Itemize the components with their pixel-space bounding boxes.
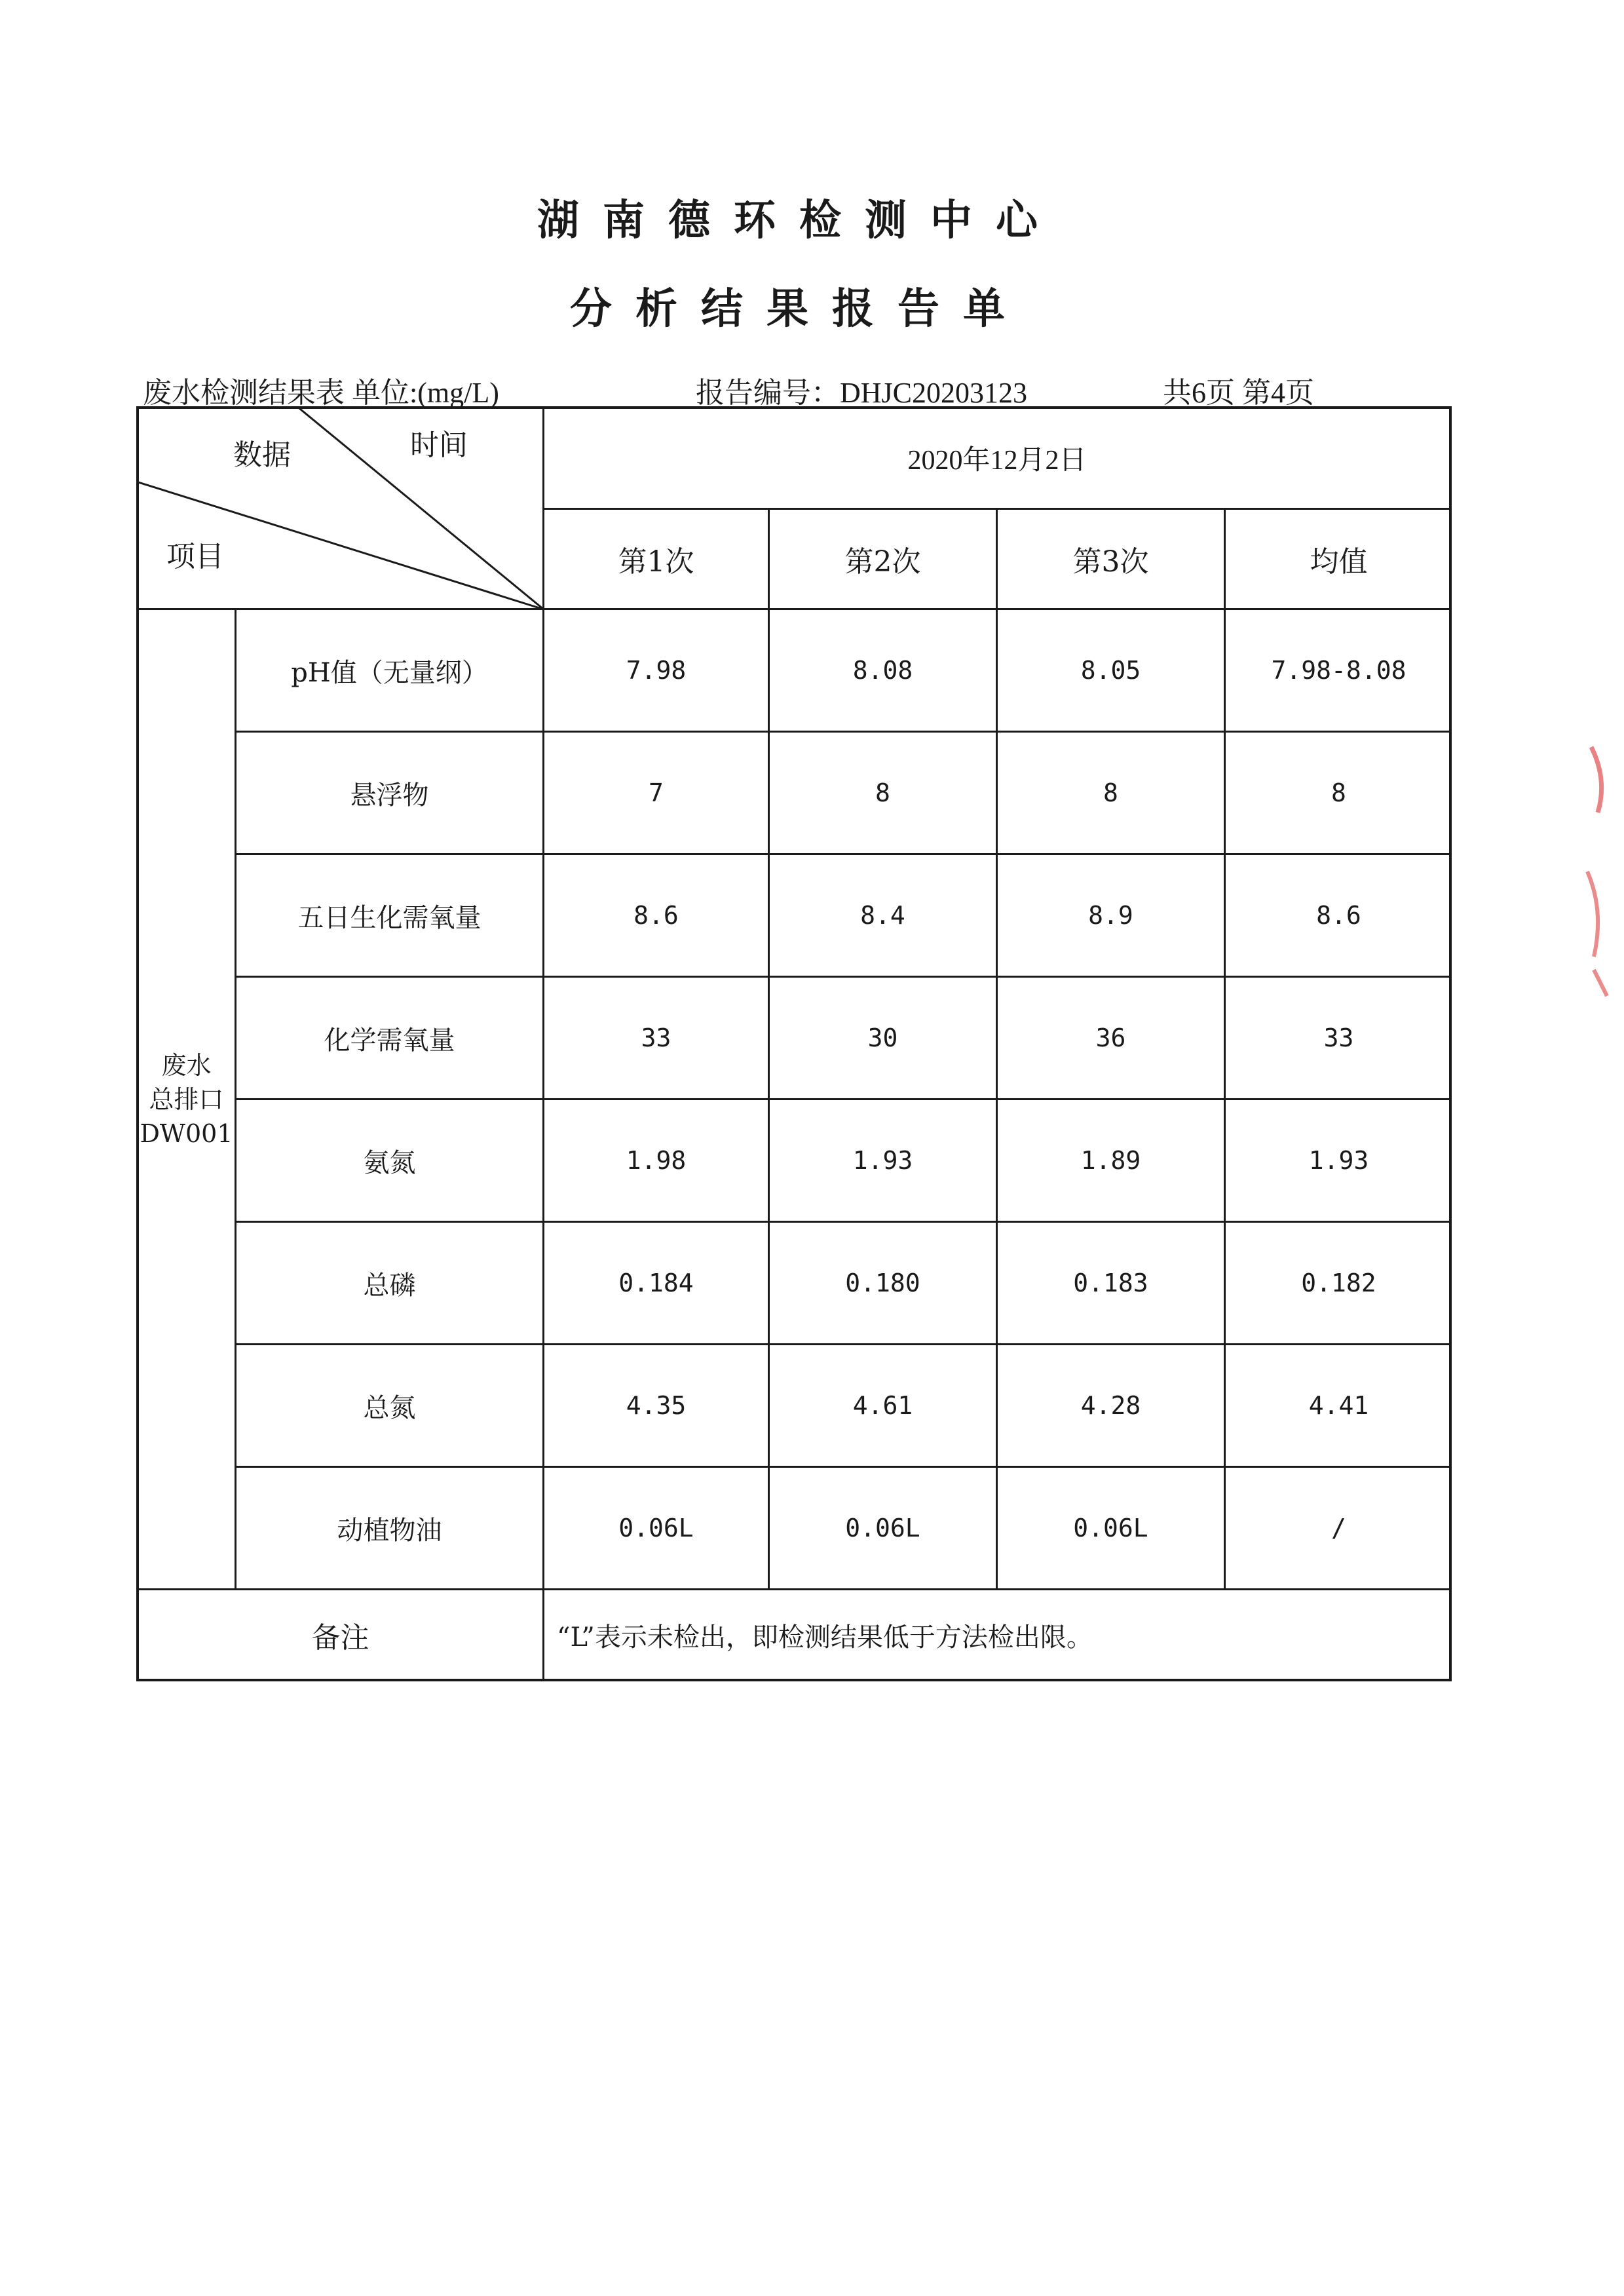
- row-item-name: 总氮: [363, 1392, 416, 1423]
- table-cell: 1.93: [852, 1146, 913, 1175]
- table-cell: 8.4: [860, 901, 905, 930]
- table-cell: 7: [649, 778, 664, 807]
- table-cell: 8.6: [1316, 901, 1361, 930]
- row-item-name: 化学需氧量: [324, 1025, 455, 1056]
- column-header-run3: 第3次: [1072, 545, 1149, 579]
- date-header: 2020年12月2日: [907, 446, 1087, 476]
- row-item-name: 氨氮: [363, 1147, 416, 1178]
- table-cell: 33: [1323, 1024, 1354, 1052]
- table-cell: 0.184: [618, 1269, 694, 1297]
- column-header-run2: 第2次: [844, 545, 921, 579]
- organization-title: 湖南德环检测中心: [537, 196, 1061, 245]
- table-cell: 1.93: [1308, 1146, 1369, 1175]
- table-cell: 8: [1103, 778, 1118, 807]
- row-item-name: pH值（无量纲）: [291, 657, 488, 688]
- table-cell: 1.89: [1080, 1146, 1141, 1175]
- table-cell: 8: [1331, 778, 1346, 807]
- row-item-name: 动植物油: [337, 1515, 442, 1546]
- table-cell: 8.6: [633, 901, 679, 930]
- corner-label-data: 数据: [233, 438, 291, 472]
- table-cell: /: [1331, 1514, 1346, 1542]
- page-info: 共6页 第4页: [1163, 377, 1314, 409]
- table-cell: 0.183: [1073, 1269, 1148, 1297]
- table-cell: 7.98: [626, 656, 687, 685]
- table-cell: 4.35: [626, 1391, 687, 1420]
- table-cell: 0.06L: [845, 1514, 920, 1542]
- corner-label-item: 项目: [166, 540, 224, 573]
- table-cell: 33: [641, 1024, 671, 1052]
- table-cell: 7.98-8.08: [1271, 656, 1407, 685]
- table-cell: 8: [875, 778, 890, 807]
- table-cell: 8.05: [1080, 656, 1141, 685]
- table-cell: 4.61: [852, 1391, 913, 1420]
- table-cell: 30: [867, 1024, 898, 1052]
- table-cell: 4.28: [1080, 1391, 1141, 1420]
- table-cell: 0.06L: [1073, 1514, 1148, 1542]
- report-title: 分析结果报告单: [570, 284, 1029, 334]
- table-label: 废水检测结果表 单位:(mg/L): [143, 377, 499, 409]
- table-cell: 36: [1095, 1024, 1126, 1052]
- report-number: 报告编号：DHJC20203123: [696, 377, 1028, 409]
- remark-text: “L”表示未检出，即检测结果低于方法检出限。: [557, 1622, 1093, 1653]
- column-header-average: 均值: [1310, 545, 1368, 579]
- table-cell: 8.08: [852, 656, 913, 685]
- table-cell: 0.06L: [618, 1514, 694, 1542]
- table-cell: 8.9: [1088, 901, 1133, 930]
- row-item-name: 总磷: [363, 1270, 416, 1301]
- remark-label: 备注: [311, 1621, 369, 1655]
- table-cell: 4.41: [1308, 1391, 1369, 1420]
- table-cell: 0.182: [1301, 1269, 1376, 1297]
- sampling-site: 废水 总排口 DW001: [140, 1050, 233, 1148]
- table-cell: 0.180: [845, 1269, 920, 1297]
- seal-stamp-fragment: [1578, 0, 1624, 2296]
- row-item-name: 五日生化需氧量: [297, 902, 482, 933]
- table-cell: 1.98: [626, 1146, 687, 1175]
- column-header-run1: 第1次: [618, 545, 694, 579]
- corner-label-time: 时间: [410, 429, 468, 462]
- row-item-name: 悬浮物: [350, 780, 429, 811]
